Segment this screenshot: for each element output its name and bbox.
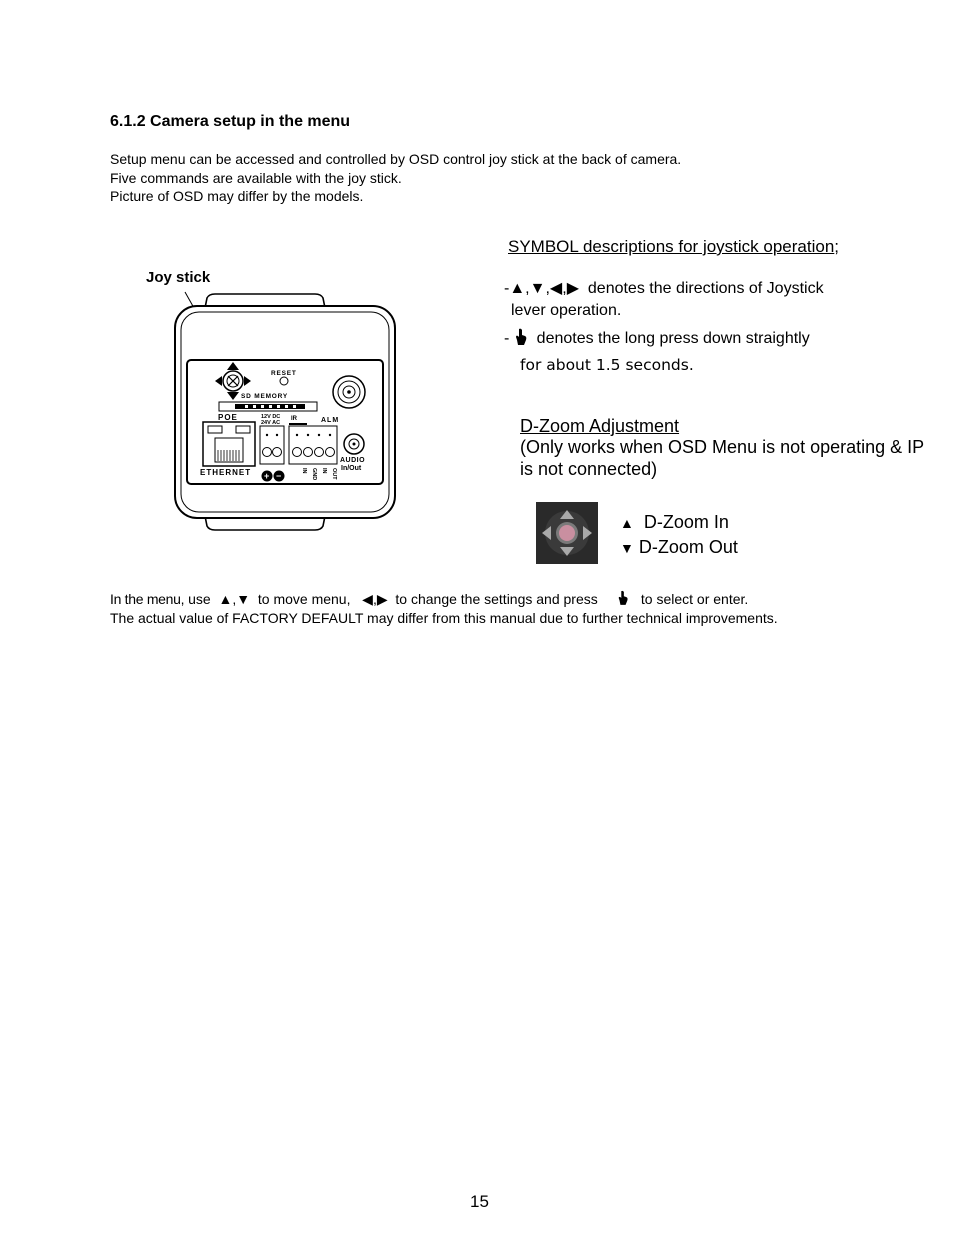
zoom-in-arrow-icon: ▲ (620, 515, 634, 531)
press-text: denotes the long press down straightly (536, 330, 810, 347)
direction-symbol-line: -▲,▼,◀,▶ denotes the directions of Joystick (504, 280, 824, 297)
press-symbol-line: - denotes the long press down straightly (504, 330, 810, 347)
zoom-out-text: D-Zoom Out (638, 537, 738, 557)
pin-in2-label: IN (321, 468, 327, 474)
menu-left-arrow-icon: ◀ (362, 591, 373, 607)
zoom-out-line (620, 537, 738, 558)
menu-up-arrow-icon: ▲ (218, 591, 233, 607)
symbol-title (508, 237, 839, 257)
intro-line-3: Picture of OSD may differ by the models. (110, 188, 364, 204)
down-arrow-icon: ▼ (529, 280, 546, 297)
direction-text-2: lever operation. (511, 302, 622, 319)
menu-lead: In the menu, (110, 591, 185, 607)
right-arrow-icon: ▶ (566, 280, 579, 297)
intro-line-2: Five commands are available with the joy stick. (110, 170, 402, 186)
dc-label: 12V DC (261, 414, 281, 420)
symbol-title-text: SYMBOL descriptions for joystick operation (508, 237, 835, 256)
joystick-label: Joy stick (146, 269, 211, 286)
menu-down-arrow-icon: ▼ (236, 591, 251, 607)
bnc-connector-icon (333, 376, 365, 408)
audio-label: AUDIO (340, 457, 366, 464)
zoom-out-arrow-icon: ▼ (620, 540, 634, 556)
factory-default-note: The actual value of FACTORY DEFAULT may differ from this manual due to further technical improvements. (110, 610, 778, 626)
press-text-2: for about 1.5 seconds. (520, 356, 694, 374)
alm-label: ALM (321, 417, 340, 424)
menu-finger-press-icon (617, 590, 629, 606)
dash-marker: - (504, 280, 510, 297)
menu-select: to select or enter. (640, 591, 749, 607)
dzoom-note: (Only works when OSD Menu is not operating & IP is not connected) (520, 437, 924, 479)
ethernet-label: ETHERNET (200, 468, 252, 477)
pin-out-label: OUT (331, 468, 337, 480)
pin-gnd-label: GND (311, 468, 317, 481)
zoom-in-line (620, 512, 729, 533)
poe-label: POE (218, 413, 238, 422)
menu-use: use (188, 591, 211, 607)
dzoom-title: D-Zoom Adjustment (520, 416, 680, 436)
zoom-in-text: D-Zoom In (643, 512, 729, 532)
camera-back-panel-figure (165, 290, 405, 535)
finger-press-icon (514, 328, 528, 346)
menu-instructions: In the menu, use ▲,▼ to move menu, ◀,▶ to change the settings and press to select or enter. (110, 591, 749, 607)
dzoom-joystick-icon (536, 502, 598, 564)
symbol-title-suffix: ; (834, 237, 840, 256)
in-out-label: In/Out (341, 465, 362, 472)
pin-in-label: IN (301, 468, 307, 474)
ethernet-port-icon (203, 422, 255, 466)
direction-text: denotes the directions of Joystick (587, 280, 824, 297)
left-arrow-icon: ◀ (549, 280, 563, 297)
reset-label: RESET (271, 370, 297, 377)
menu-right-arrow-icon: ▶ (376, 591, 388, 607)
intro-line-1: Setup menu can be accessed and controlled by OSD control joy stick at the back of camera. (110, 151, 682, 167)
svg-text:−: − (276, 471, 282, 481)
up-arrow-icon: ▲ (509, 280, 526, 297)
menu-move: to move menu, (257, 591, 351, 607)
ir-label: IR (291, 416, 297, 422)
sd-memory-label: SD MEMORY (241, 393, 289, 400)
audio-jack-icon (344, 434, 364, 454)
ac-label: 24V AC (261, 420, 281, 426)
menu-change: to change the settings and press (395, 591, 598, 607)
svg-text:+: + (264, 471, 270, 481)
page-number: 15 (470, 1192, 489, 1211)
section-title: 6.1.2 Camera setup in the menu (110, 113, 351, 130)
